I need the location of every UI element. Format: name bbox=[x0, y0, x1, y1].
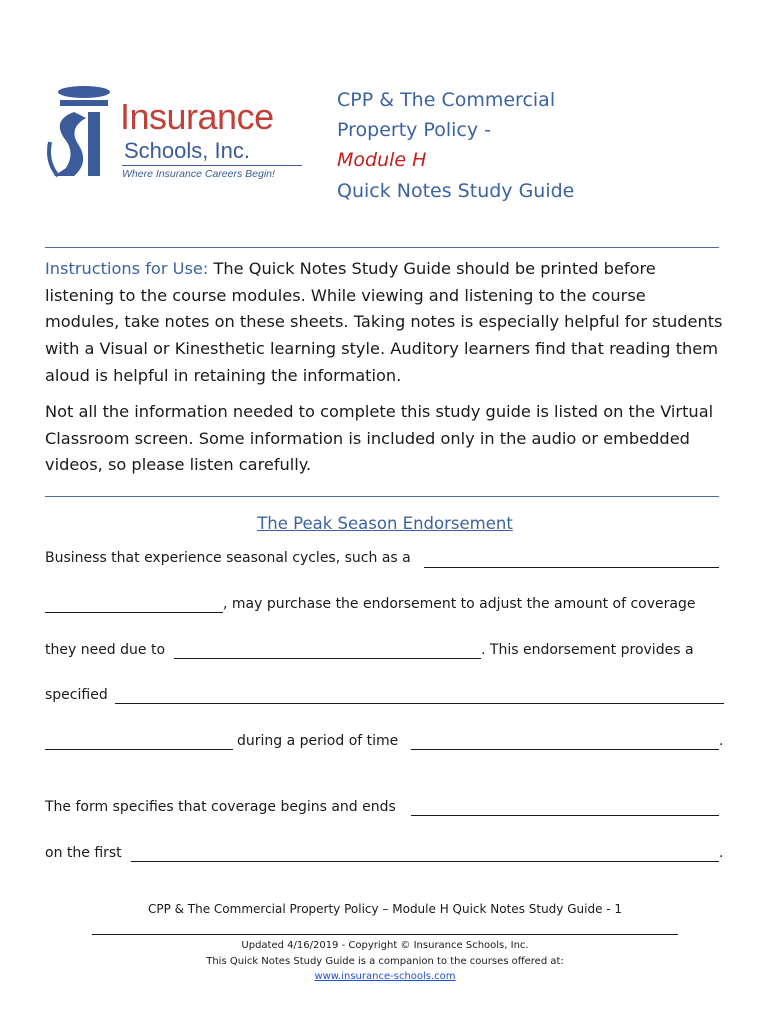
title-line-2: Property Policy - bbox=[337, 119, 491, 141]
form-line-6: The form specifies that coverage begins and ends bbox=[45, 799, 396, 815]
section-title: The Peak Season Endorsement bbox=[257, 514, 513, 533]
header-divider bbox=[45, 247, 719, 248]
form-line-7b: . bbox=[719, 845, 724, 861]
blank-3 bbox=[174, 658, 481, 659]
form-line-3a: they need due to bbox=[45, 642, 166, 658]
blank-7 bbox=[131, 861, 719, 862]
title-line-4: Quick Notes Study Guide bbox=[337, 180, 575, 202]
title-line-1: CPP & The Commercial bbox=[337, 89, 556, 111]
blank-4 bbox=[115, 703, 724, 704]
instructions-note: Not all the information needed to complete this study guide is listed on the Virtual Classroom screen. Some information is included only in the audio or embedded videos, so please listen carefully. bbox=[45, 402, 714, 475]
form-line-1: Business that experience seasonal cycles, such as a bbox=[45, 550, 411, 566]
logo-name-line2: Schools, Inc. bbox=[124, 138, 250, 163]
form-line-3b: . This endorsement provides a bbox=[481, 642, 694, 658]
blank-6 bbox=[411, 815, 719, 816]
website-link[interactable]: www.insurance-schools.com bbox=[314, 971, 456, 982]
form-line-7a: on the first bbox=[45, 845, 122, 861]
blank-5a bbox=[45, 749, 233, 750]
blank-5b bbox=[411, 749, 719, 750]
instructions-text: The Quick Notes Study Guide should be printed before listening to the course modules. While viewing and listening to the course modules, take notes on these sheets. Taking notes is especially helpful for students with a Visual or Kinesthetic learning style. Auditory learners find that reading them aloud is helpful in retaining the information. bbox=[45, 259, 723, 385]
footer-updated: Updated 4/16/2019 - Copyright © Insurance Schools, Inc. bbox=[241, 940, 529, 951]
form-line-5b: . bbox=[719, 733, 724, 749]
title-module: Module H bbox=[337, 149, 427, 171]
logo-divider bbox=[122, 165, 302, 166]
footer-page-title: CPP & The Commercial Property Policy – Module H Quick Notes Study Guide - 1 bbox=[147, 902, 623, 916]
footer-link-row bbox=[0, 971, 770, 982]
instructions-divider bbox=[45, 496, 719, 497]
form-line-4: specified bbox=[45, 687, 108, 703]
logo-mark-icon bbox=[44, 82, 124, 182]
form-line-5a: during a period of time bbox=[237, 733, 399, 749]
instructions-label: Instructions for Use: bbox=[45, 259, 209, 278]
logo-name-line1: Insurance bbox=[120, 96, 274, 137]
form-line-2: , may purchase the endorsement to adjust the amount of coverage bbox=[223, 596, 696, 612]
blank-1 bbox=[424, 567, 719, 568]
logo-tagline: Where Insurance Careers Begin! bbox=[122, 168, 275, 180]
footer-companion: This Quick Notes Study Guide is a companion to the courses offered at: bbox=[206, 956, 564, 967]
instructions-paragraph bbox=[45, 256, 725, 390]
footer-divider bbox=[92, 934, 678, 935]
company-logo bbox=[44, 82, 304, 182]
blank-2 bbox=[45, 612, 223, 613]
